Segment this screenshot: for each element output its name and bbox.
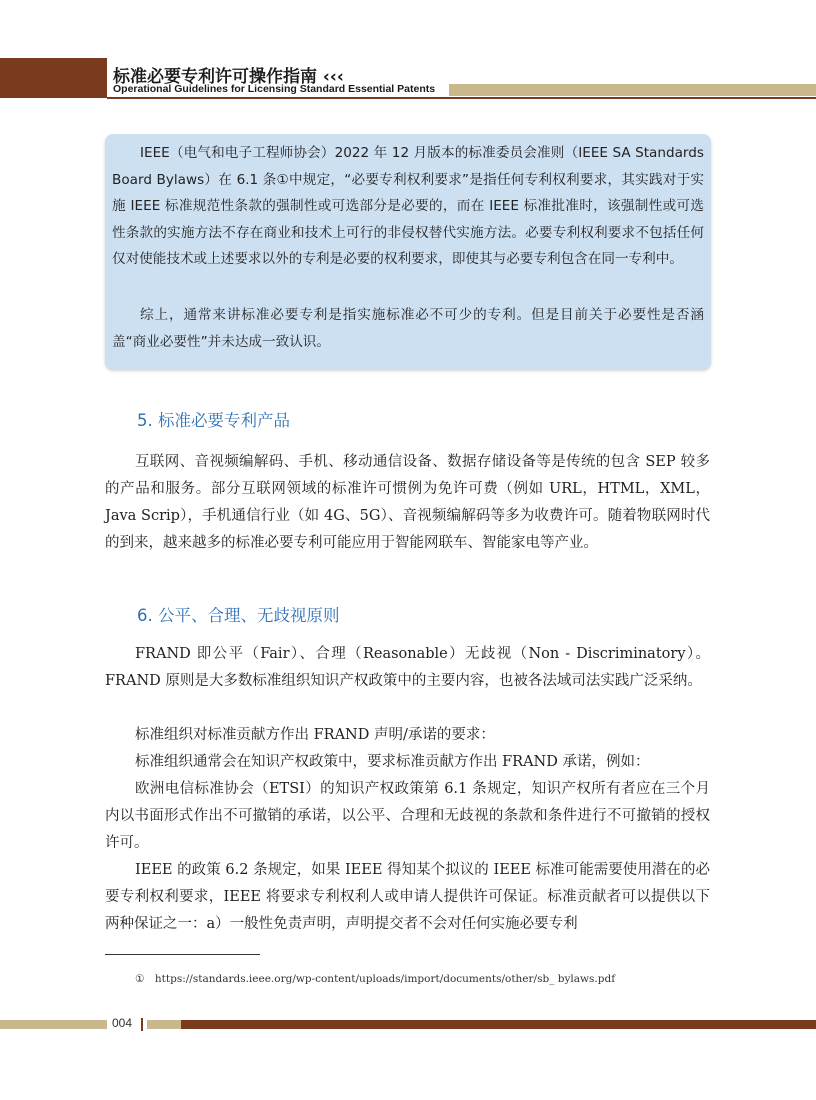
footnote-rule: [105, 954, 260, 955]
body-paragraph: 标准组织通常会在知识产权政策中，要求标准贡献方作出 FRAND 承诺，例如：: [135, 754, 650, 770]
footnote: ① https://standards.ieee.org/wp-content/uploads/import/documents/other/sb_ bylaws.pdf: [135, 973, 616, 985]
section-heading: 5. 标准必要专利产品: [137, 411, 290, 430]
footer-bar-accent: [147, 1020, 181, 1029]
body-paragraph: 标准组织对标准贡献方作出 FRAND 声明/承诺的要求：: [135, 727, 495, 743]
body-paragraph: 欧洲电信标准协会（ETSI）的知识产权政策第 6.1 条规定，知识产权所有者应在三个月内以书面形式作出不可撤销的承诺，以公平、合理和无歧视的条款和条件进行不可撤销的授权许可。: [105, 781, 710, 852]
page-number: 004: [112, 1016, 133, 1030]
body-paragraph: FRAND 即公平（Fair）、合理（Reasonable）无歧视（Non - Discriminatory）。FRAND 原则是大多数标准组织知识产权政策中的主要内容，也被各法域司法实践广泛采纳。: [105, 646, 710, 690]
section-heading: 6. 公平、合理、无歧视原则: [137, 606, 340, 625]
running-header-title: 标准必要专利许可操作指南 ‹‹‹: [113, 67, 344, 87]
footer-bar-right: [181, 1020, 816, 1029]
callout-paragraph: 综上，通常来讲标准必要专利是指实施标准必不可少的专利。但是目前关于必要性是否涵盖“商业必要性”并未达成一致认识。: [112, 307, 704, 350]
header-color-band: [0, 58, 107, 98]
callout-paragraph: IEEE（电气和电子工程师协会）2022 年 12 月版本的标准委员会准则（IEEE SA Standards Board Bylaws）在 6.1 条①中规定，“必要专利权利要求”是指任何专利权利要求，其实践对于实施 IEEE 标准规范性条款的强制性或可选部分是必要的，而在 IEEE 标准批准时，该强制性或可选性条款的实施方法不存在商业和技术上可行的非侵权替代实施方法。必要专利权利要求不包括任何仅对使能技术或上述要求以外的专利是必要的权利要求，即使其与必要专利包含在同一专利中。: [112, 145, 704, 267]
running-header-subtitle: Operational Guidelines for Licensing Standard Essential Patents: [113, 83, 436, 95]
footer-divider: [141, 1018, 143, 1031]
header-accent-bar: [449, 84, 816, 96]
body-paragraph: IEEE 的政策 6.2 条规定，如果 IEEE 得知某个拟议的 IEEE 标准可能需要使用潜在的必要专利权利要求，IEEE 将要求专利权利人或申请人提供许可保证。标准贡献者可以提供以下两种保证之一：a）一般性免责声明，声明提交者不会对任何实施必要专利: [105, 862, 710, 933]
body-paragraph: 互联网、音视频编解码、手机、移动通信设备、数据存储设备等是传统的包含 SEP 较多的产品和服务。部分互联网领域的标准许可惯例为免许可费（例如 URL，HTML，XML，Java Scrip），手机通信行业（如 4G、5G）、音视频编解码等多为收费许可。随着物联网时代的到来，越来越多的标准必要专利可能应用于智能网联车、智能家电等产业。: [105, 454, 710, 552]
header-rule: [107, 97, 816, 99]
footer-bar-left: [0, 1020, 107, 1029]
